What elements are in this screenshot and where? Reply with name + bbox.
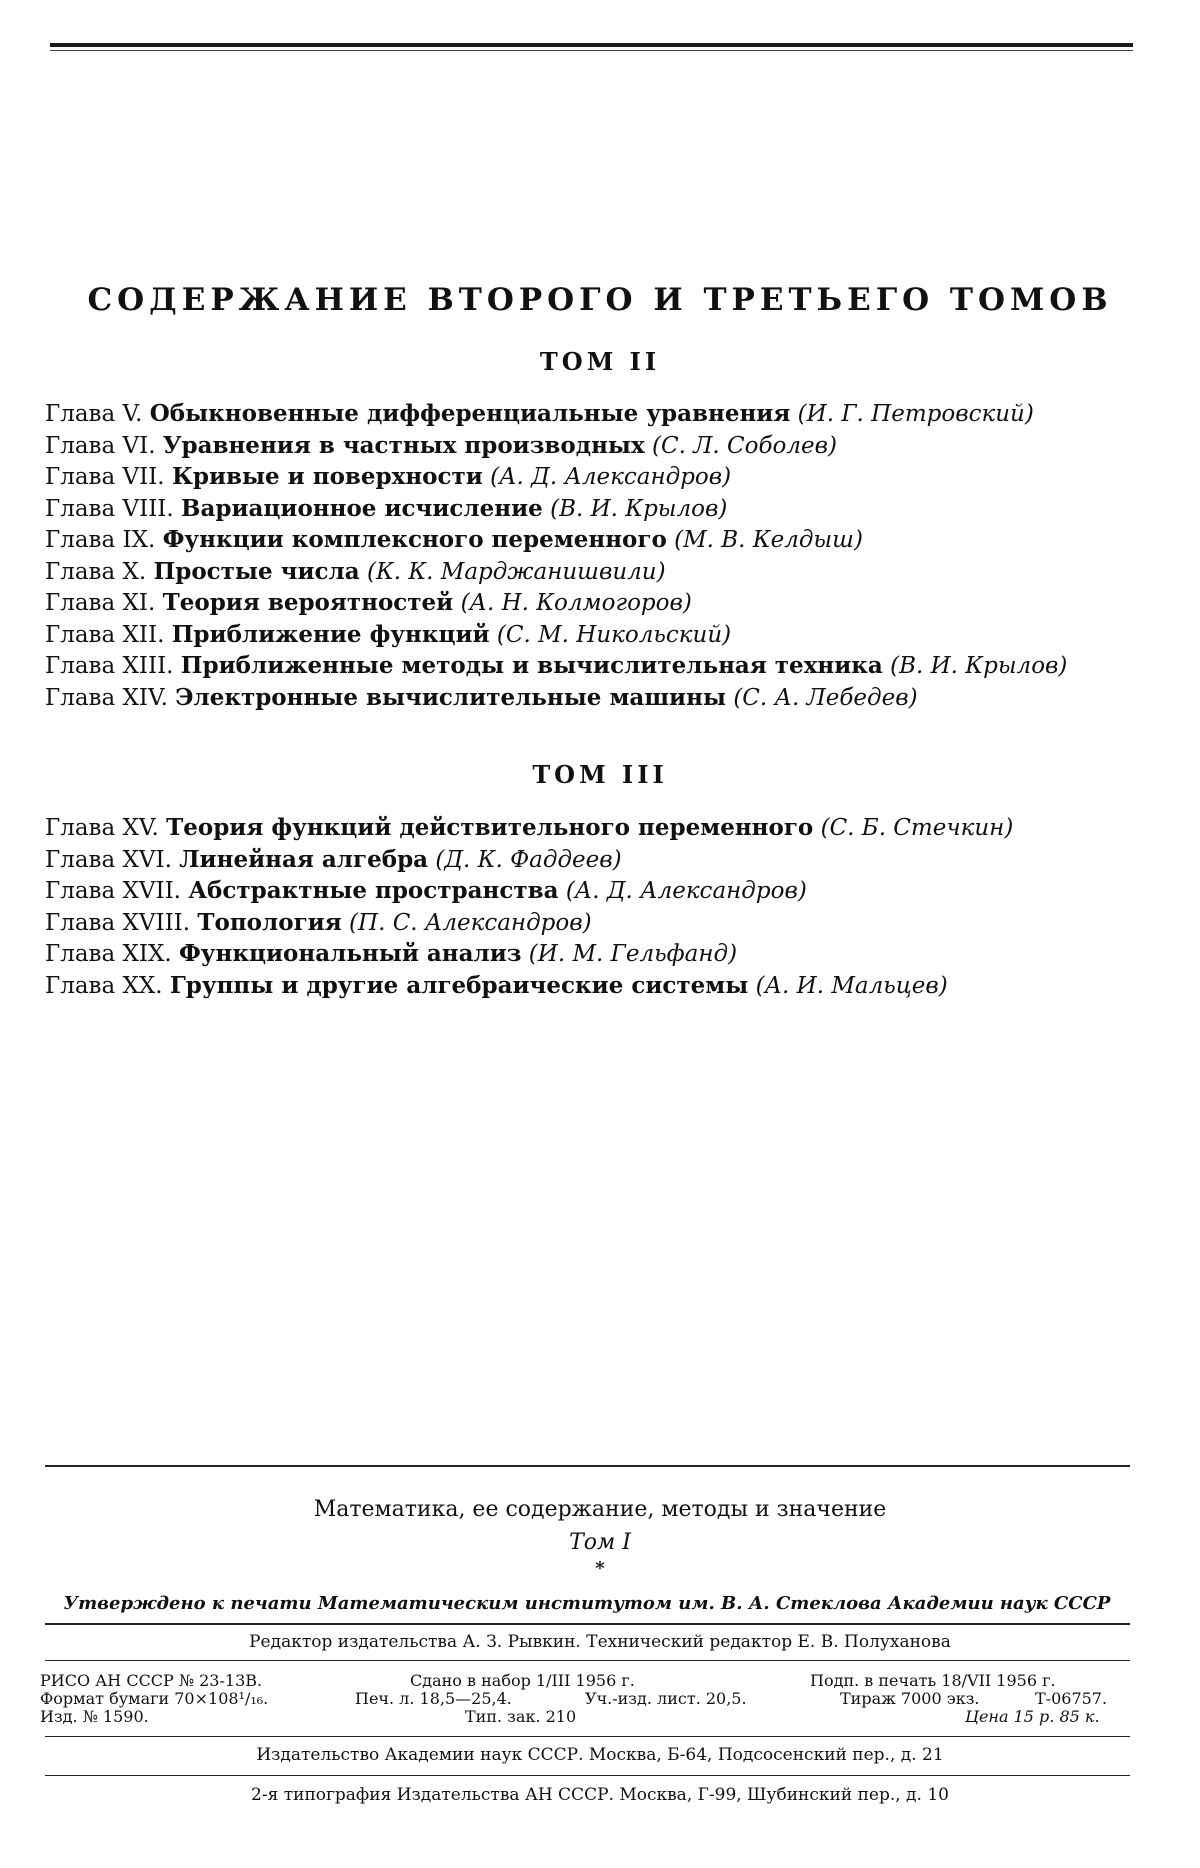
publisher-line: Издательство Академии наук СССР. Москва, Б-64, Подсосенский пер., д. 21 [256,1745,944,1765]
chapter-author: (В. И. Крылов) [890,653,1068,679]
chapter-author: (А. Н. Колмогоров) [460,590,692,616]
publication-field: Тираж 7000 экз. [840,1689,980,1708]
toc-entry [45,875,1145,907]
chapter-title: Вариационное исчисление [181,494,543,522]
chapter-title: Приближенные методы и вычислительная техника [180,652,883,679]
chapter-number: Глава VII. [45,464,165,490]
chapter-number: Глава XVII. [45,878,181,904]
publication-field: Формат бумаги 70×108¹/₁₆. [40,1689,269,1708]
chapter-author: (С. Б. Стечкин) [820,815,1014,841]
toc-entry [45,650,1145,682]
approval-line: Утверждено к печати Математическим институтом им. В. А. Стеклова Академии наук СССР [63,1593,1111,1614]
chapter-title: Теория вероятностей [162,589,454,616]
chapter-number: Глава XIV. [45,684,168,711]
star-ornament: * [595,1558,605,1579]
divider [45,1775,1130,1776]
chapter-author: (М. В. Келдыш) [674,527,863,553]
publication-field: Печ. л. 18,5—25,4. [355,1689,512,1708]
divider [45,1660,1130,1661]
chapter-title: Кривые и поверхности [171,463,483,490]
toc-entry [45,461,1145,493]
chapter-number: Глава XVIII. [45,909,191,936]
publication-row [40,1708,1132,1726]
chapter-number: Глава XII. [45,621,165,648]
toc-entry [45,619,1145,651]
editors-line: Редактор издательства А. З. Рывкин. Технический редактор Е. В. Полуханова [249,1632,951,1652]
volume-heading-2: ТОМ II [539,347,661,376]
toc-entry [45,938,1145,970]
chapter-author: (Д. К. Фаддеев) [435,846,622,873]
chapter-author: (П. С. Александров) [349,909,592,936]
volume-label: Том I [569,1530,631,1555]
publication-row [40,1672,1132,1690]
chapter-title: Функциональный анализ [178,940,522,967]
publication-field: Тип. зак. 210 [465,1707,577,1726]
chapter-title: Приближение функций [171,620,490,648]
chapter-number: Глава XI. [45,590,156,616]
page-title: СОДЕРЖАНИЕ ВТОРОГО И ТРЕТЬЕГО ТОМОВ [87,282,1113,318]
chapter-number: Глава XIII. [45,653,174,679]
book-title: Математика, ее содержание, методы и значение [313,1497,887,1522]
top-rule [50,43,1133,47]
chapter-number: Глава IX. [45,527,156,553]
chapter-number: Глава XV. [45,815,159,841]
publication-field: Т-06757. [1035,1689,1108,1708]
chapter-title: Группы и другие алгебраические системы [169,971,749,999]
chapter-title: Уравнения в частных производных [162,431,645,459]
publication-field: Уч.-изд. лист. 20,5. [585,1689,747,1708]
chapter-author: (И. М. Гельфанд) [528,941,738,967]
price: Цена 15 р. 85 к. [965,1707,1100,1726]
chapter-title: Линейная алгебра [179,845,429,873]
chapter-number: Глава V. [45,401,143,427]
toc-entry [45,812,1145,844]
divider [45,1623,1130,1625]
publication-field: Изд. № 1590. [40,1707,149,1726]
toc-entry [45,398,1145,430]
chapter-number: Глава X. [45,558,147,585]
publication-field: Подп. в печать 18/VII 1956 г. [810,1671,1056,1690]
publication-field: РИСО АН СССР № 23-13В. [40,1671,263,1690]
chapter-author: (И. Г. Петровский) [797,401,1034,427]
publication-field: Сдано в набор 1/III 1956 г. [410,1671,635,1690]
chapter-number: Глава VI. [45,432,156,459]
chapter-title: Абстрактные пространства [188,877,559,904]
chapter-author: (К. К. Марджанишвили) [366,558,666,585]
chapter-title: Электронные вычислительные машины [175,683,727,711]
divider [45,1736,1130,1737]
publication-row [40,1690,1132,1708]
toc-volume-2 [45,398,1145,713]
chapter-author: (С. М. Никольский) [496,621,732,648]
chapter-author: (С. Л. Соболев) [652,432,837,459]
chapter-number: Глава XIX. [45,941,172,967]
toc-entry [45,524,1145,556]
chapter-title: Теория функций действительного переменного [166,814,814,841]
chapter-author: (А. Д. Александров) [565,878,807,904]
printer-line: 2-я типография Издательства АН СССР. Москва, Г-99, Шубинский пер., д. 10 [251,1785,949,1805]
chapter-title: Простые числа [153,557,360,585]
toc-entry [45,493,1145,525]
toc-entry [45,587,1145,619]
toc-entry [45,682,1145,714]
toc-entry [45,970,1145,1002]
chapter-author: (С. А. Лебедев) [733,684,918,711]
chapter-title: Топология [197,908,342,936]
chapter-title: Функции комплексного переменного [162,526,667,553]
chapter-number: Глава XVI. [45,846,172,873]
toc-entry [45,844,1145,876]
chapter-title: Обыкновенные дифференциальные уравнения [149,400,791,427]
volume-heading-3: ТОМ III [532,760,668,789]
chapter-author: (В. И. Крылов) [550,495,728,522]
toc-entry [45,430,1145,462]
chapter-author: (А. И. Мальцев) [755,972,948,999]
toc-volume-3 [45,812,1145,1001]
chapter-author: (А. Д. Александров) [490,464,732,490]
toc-entry [45,556,1145,588]
toc-entry [45,907,1145,939]
chapter-number: Глава VIII. [45,495,174,522]
chapter-number: Глава XX. [45,972,163,999]
divider [45,1465,1130,1467]
